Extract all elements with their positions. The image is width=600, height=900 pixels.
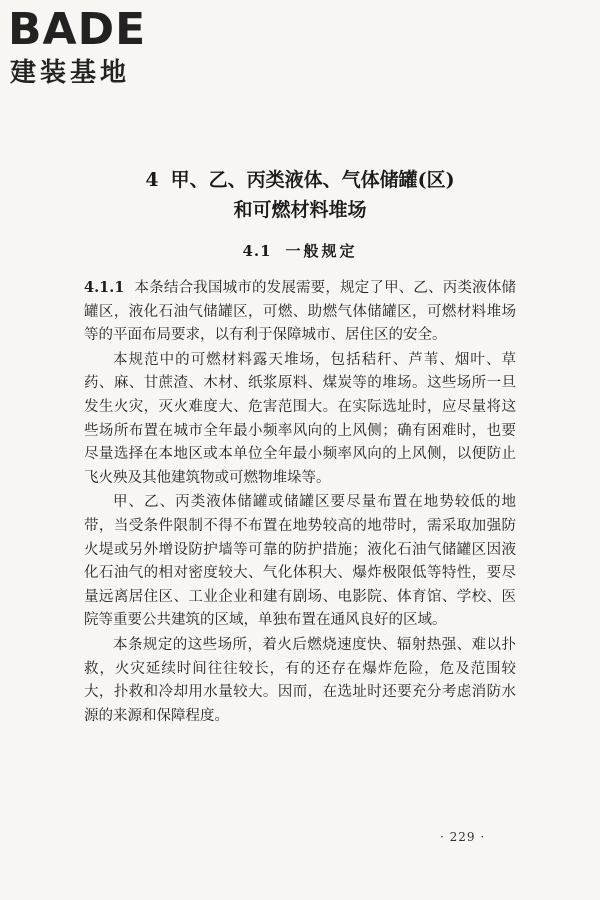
chapter-number: 4 [145,169,159,191]
clause-paragraph: 本条规定的这些场所，着火后燃烧速度快、辐射热强、难以扑救，火灾延续时间往往较长，有的还存在爆炸危险，危及范围较大，扑救和冷却用水量较大。因而，在选址时还要充分考虑消防水源的来源和保障程度。 [84,636,516,724]
chapter-title-line1: 甲、乙、丙类液体、气体储罐(区) [170,169,455,191]
clause-paragraph [84,276,516,348]
bade-logo [8,6,178,90]
chapter-title [0,165,600,225]
section-number: 4.1 [242,242,272,260]
section-title-text: 一般规定 [285,242,358,260]
chapter-title-line2: 和可燃材料堆场 [233,199,367,221]
logo-subtitle: 建装基地 [10,58,131,88]
clause-paragraph: 本规范中的可燃材料露天堆场，包括秸秆、芦苇、烟叶、草药、麻、甘蔗渣、木材、纸浆原料、煤炭等的堆场。这些场所一旦发生火灾，灭火难度大、危害范围大。在实际选址时，应尽量将这些场所布置在城市全年最小频率风向的上风侧；确有困难时，也要尽量选择在本地区或本单位全年最小频率风向的上风侧，以便防止飞火殃及其他建筑物或可燃物堆垛等。 [84,351,516,486]
logo-wordmark: BADE [8,4,147,55]
section-title [0,240,600,261]
clause-paragraph-text: 本条结合我国城市的发展需要，规定了甲、乙、丙类液体储罐区，液化石油气储罐区，可燃、助燃气体储罐区，可燃材料堆场等的平面布局要求，以有利于保障城市、居住区的安全。 [84,280,516,344]
page-number: · 229 · [440,830,486,844]
clause-paragraph: 甲、乙、丙类液体储罐或储罐区要尽量布置在地势较低的地带，当受条件限制不得不布置在地势较高的地带时，需采取加强防火堤或另外增设防护墙等可靠的防护措施；液化石油气储罐区因液化石油气的相对密度较大、气化体积大、爆炸极限低等特性，要尽量远离居住区、工业企业和建有剧场、电影院、体育馆、学校、医院等重要公共建筑的区域，单独布置在通风良好的区域。 [84,494,516,629]
clause-body [84,276,516,729]
clause-number: 4.1.1 [84,279,125,296]
